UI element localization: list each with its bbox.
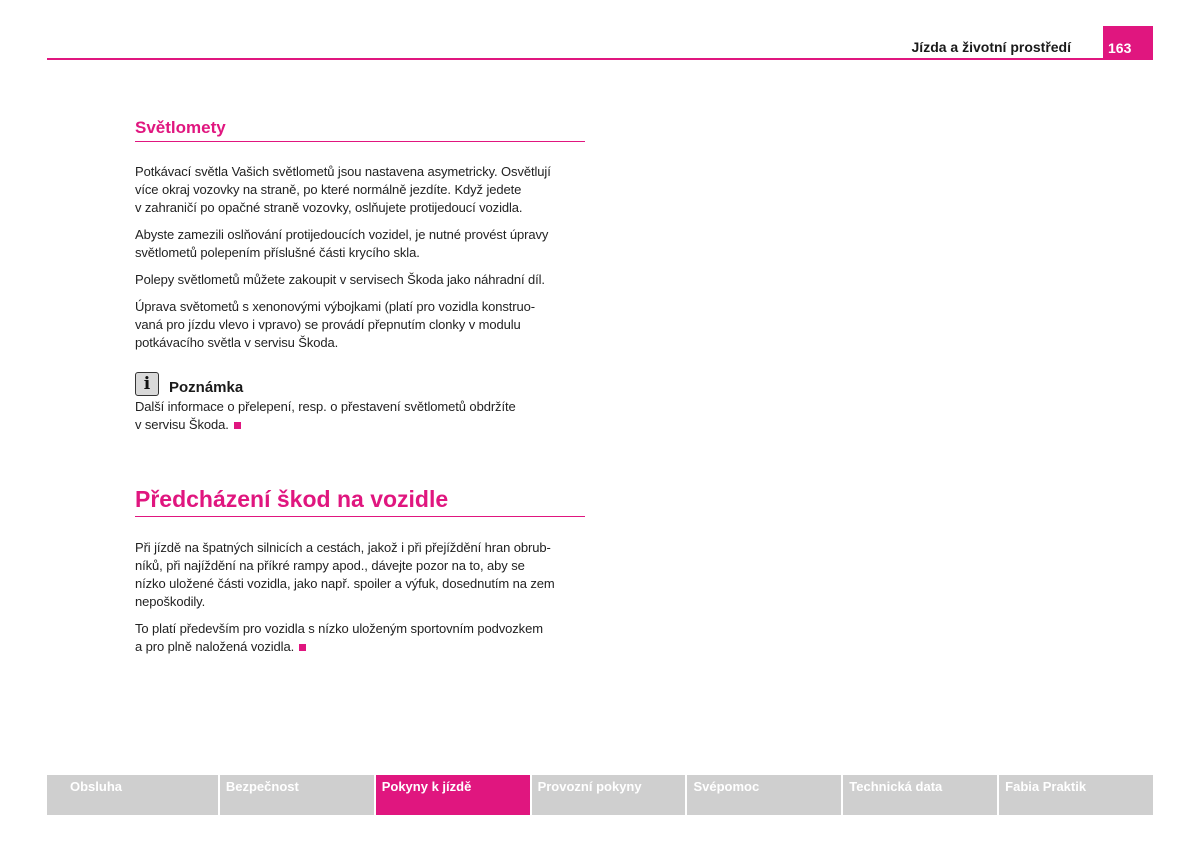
tab-technicka-data[interactable]: Technická data xyxy=(843,775,997,815)
note-title: Poznámka xyxy=(169,379,244,396)
tab-bezpecnost[interactable]: Bezpečnost xyxy=(220,775,374,815)
header-rule xyxy=(47,58,1153,60)
tab-pokyny-k-jizde[interactable]: Pokyny k jízdě xyxy=(376,775,530,815)
paragraph: Abyste zamezili oslňování protijedoucích vozidel, je nutné provést úpravy světlometů polepením příslušné části krycího skla. xyxy=(135,227,549,260)
tab-obsluha[interactable]: Obsluha xyxy=(47,775,218,815)
section-heading-predchazeni-skod: Předcházení škod na vozidle xyxy=(135,486,585,517)
note-header xyxy=(135,372,585,396)
tab-fabia-praktik[interactable]: Fabia Praktik xyxy=(999,775,1153,815)
paragraph: Při jízdě na špatných silnicích a cestách, jakož i při přejíždění hran obrub- níků, při najíždění na příkré rampy apod., dávejte pozor na to, aby se nízko uložené části vozidla, jako např. spoiler a výfuk, dosednutím na zem nepoškodily. xyxy=(135,540,555,609)
paragraph: Potkávací světla Vašich světlometů jsou nastavena asymetricky. Osvětlují více okraj vozovky na straně, po které normálně jezdíte. Když jedete v zahraničí po opačné straně vozovky, oslňujete protijedoucí vozidla. xyxy=(135,164,551,215)
paragraph: Polepy světlometů můžete zakoupit v servisech Škoda jako náhradní díl. xyxy=(135,272,545,287)
page-number: 163 xyxy=(1103,26,1153,60)
end-mark-square-icon xyxy=(299,644,306,651)
paragraph: To platí především pro vozidla s nízko uloženým sportovním podvozkem a pro plně naložená vozidla. xyxy=(135,621,543,654)
paragraph: Úprava světometů s xenonovými výbojkami (platí pro vozidla konstruo- vaná pro jízdu vlevo i vpravo) se provádí přepnutím clonky v modulu potkávacího světla v servisu Škoda. xyxy=(135,299,535,350)
section-heading-svetlomety: Světlomety xyxy=(135,118,585,142)
chapter-tabs xyxy=(47,775,1153,815)
main-content xyxy=(135,118,585,656)
tab-svepomoc[interactable]: Svépomoc xyxy=(687,775,841,815)
note-text: Další informace o přelepení, resp. o přestavení světlometů obdržíte v servisu Škoda. xyxy=(135,399,516,432)
info-icon: i xyxy=(135,372,159,396)
end-mark-square-icon xyxy=(234,422,241,429)
tab-provozni-pokyny[interactable]: Provozní pokyny xyxy=(532,775,686,815)
chapter-title: Jízda a životní prostředí xyxy=(911,39,1071,55)
